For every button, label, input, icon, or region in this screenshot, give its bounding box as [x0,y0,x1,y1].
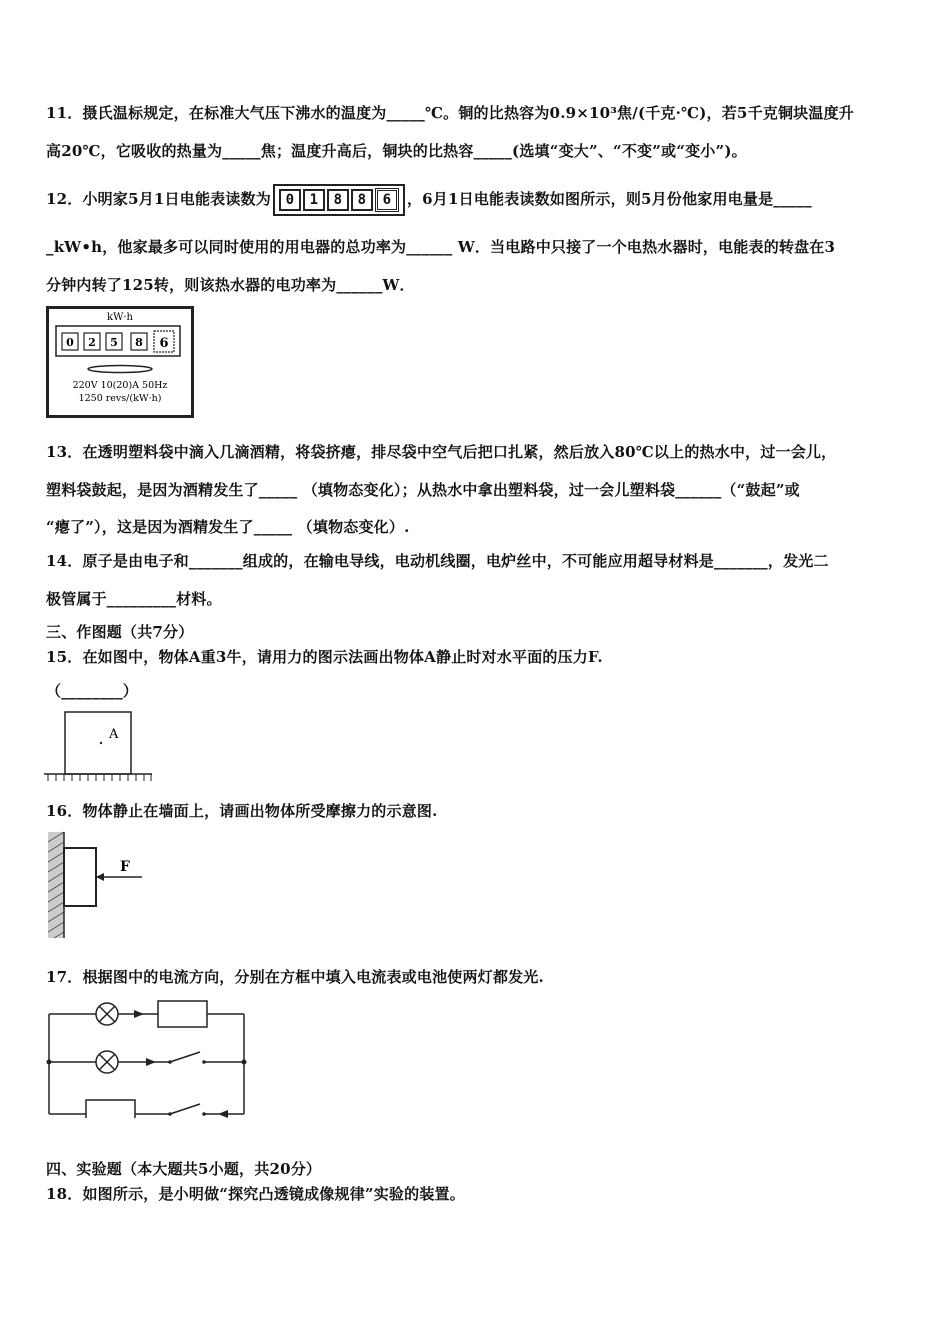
force-label: F [120,859,130,875]
q18-text: 18．如图所示，是小明做“探究凸透镜成像规律”实验的装置。 [46,1185,465,1203]
block-a [65,712,131,774]
current-arrow [218,1110,228,1118]
q16-text: 16．物体静止在墙面上，请画出物体所受摩擦力的示意图. [46,802,438,820]
q11-line2: 高20℃，它吸收的热量为_____焦；温度升高后，铜块的比热容_____(选填“变大”、“不变”或“变小”)。 [46,142,747,160]
ground-hatching [48,774,151,781]
meter-digit: 8 [135,336,143,349]
empty-box-top [158,1001,207,1027]
q15-answer-blank: （________） [46,682,139,700]
meter-digit: 6 [159,336,169,351]
q15-text: 15．在如图中，物体A重3牛，请用力的图示法画出物体A静止时对水平面的压力F. [46,648,603,666]
q12-line1 [46,184,812,216]
inline-digit: 8 [351,189,373,211]
electric-meter-figure [46,306,194,418]
inline-digit: 1 [303,189,325,211]
inline-digit: 6 [375,188,399,212]
q14-line1: 14．原子是由电子和_______组成的，在输电导线，电动机线圈，电炉丝中，不可能应用超导材料是_______，发光二 [46,552,829,570]
circuit-diagram [44,996,250,1118]
wall [48,832,64,938]
meter-digit: 2 [88,336,96,349]
inline-digit: 0 [279,189,301,211]
empty-box-bottom [86,1100,135,1118]
meter-spec1: 220V 10(20)A 50Hz [72,380,168,391]
q13-line3: “瘪了”），这是因为酒精发生了_____ （填物态变化）. [46,518,410,536]
lamp-icon [96,1051,118,1073]
q17-text: 17．根据图中的电流方向，分别在方框中填入电流表或电池使两灯都发光. [46,968,544,986]
junction-dot [242,1060,247,1065]
q12-line1-pre: 12．小明家5月1日电能表读数为 [46,190,271,208]
section-4-heading: 四、实验题（本大题共5小题，共20分） [46,1160,322,1178]
junction-dot [47,1060,52,1065]
switch-contact [202,1060,206,1064]
meter-spec2: 1250 revs/(kW·h) [78,393,162,404]
q12-line3: 分钟内转了125转，则该热水器的电功率为______W． [46,276,415,294]
block-on-ground-figure [44,708,154,786]
block-a-label: A [109,727,119,742]
meter-digit: 0 [66,336,74,349]
q12-line1-post: ，6月1日电能表读数如图所示，则5月份他家用电量是_____ [406,190,812,208]
q11-line1: 11．摄氏温标规定，在标准大气压下沸水的温度为_____℃。铜的比热容为0.9×10³焦/(千克·℃)，若5千克铜块温度升 [46,104,854,122]
q13-line1: 13．在透明塑料袋中滴入几滴酒精，将袋挤瘪，排尽袋中空气后把口扎紧，然后放入80℃以上的热水中，过一会儿， [46,443,837,461]
current-arrow [134,1010,144,1018]
center-point [100,742,102,744]
block-on-wall-figure [44,828,148,940]
meter-unit: kW·h [107,312,133,323]
inline-meter-reading [273,184,405,216]
switch-pivot [168,1112,172,1116]
meter-digit: 5 [110,336,118,349]
current-arrow [146,1058,156,1066]
switch-pivot [168,1060,172,1064]
q13-line2: 塑料袋鼓起，是因为酒精发生了_____ （填物态变化）；从热水中拿出塑料袋，过一会儿塑料袋______（“鼓起”或 [46,481,800,499]
block-on-wall [64,848,96,906]
q12-line2: _kW•h，他家最多可以同时使用的用电器的总功率为______ W．当电路中只接了一个电热水器时，电能表的转盘在3 [46,238,836,256]
inline-digit: 8 [327,189,349,211]
q14-line2: 极管属于_________材料。 [46,590,222,608]
switch-contact [202,1112,206,1116]
lamp-icon [96,1003,118,1025]
section-3-heading: 三、作图题（共7分） [46,623,194,641]
